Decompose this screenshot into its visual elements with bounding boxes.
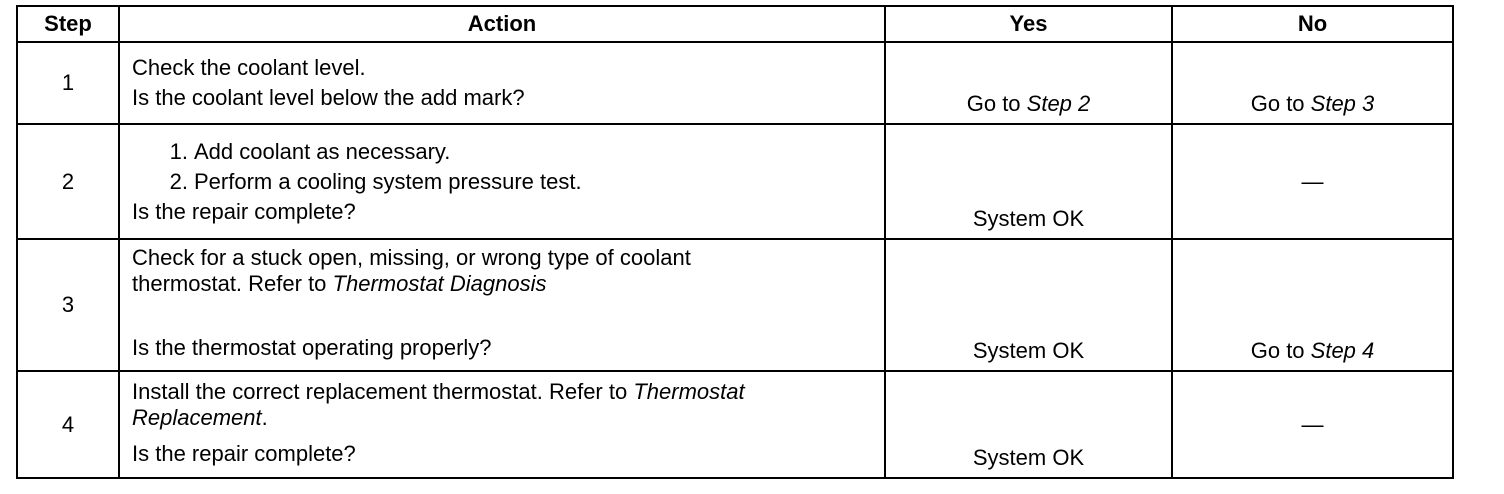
action-text-prefix: Install the correct replacement thermostat. Refer to [132,378,634,404]
diagnostic-document [16,5,1448,479]
action-question: Is the thermostat operating properly? [132,335,492,360]
action-cell [119,124,885,239]
table-row [17,239,1453,371]
action-reference: Thermostat [633,378,745,404]
step-number: 1 [17,42,119,124]
action-text: Check for a stuck open, missing, or wrong type of coolant [132,245,691,270]
diagnostic-table [16,5,1454,479]
table-row [17,124,1453,239]
action-text-ref-line [132,379,876,405]
yes-outcome [885,42,1172,124]
yes-outcome [885,371,1172,478]
no-dash: — [1301,168,1324,194]
step-number: 4 [17,371,119,478]
yes-prefix: Go to [966,91,1027,116]
action-reference: Thermostat Diagnosis [332,271,547,296]
header-action: Action [119,6,885,42]
table-row [17,42,1453,124]
table-row [17,371,1453,478]
list-text: Add coolant as necessary. [194,138,451,164]
action-cell [119,239,885,371]
list-number: 2. [169,168,188,194]
action-question: Is the repair complete? [132,198,356,224]
yes-text: System OK [972,206,1085,231]
no-outcome [1172,124,1453,239]
no-dash: — [1301,411,1324,437]
spacer [132,297,876,307]
action-list-item [132,169,876,195]
action-list-item [132,139,876,165]
action-question: Is the coolant level below the add mark? [132,85,525,110]
action-text-ref-line [132,271,876,297]
step-number: 3 [17,239,119,371]
action-question: Is the repair complete? [132,440,356,466]
no-step-ref: Step 3 [1310,91,1375,116]
yes-step-ref: Step 2 [1026,91,1091,116]
action-text-suffix: . [261,404,268,430]
action-text-ref-line [132,405,876,431]
yes-outcome [885,239,1172,371]
step-number: 2 [17,124,119,239]
no-step-ref: Step 4 [1310,338,1375,363]
header-step: Step [17,6,119,42]
list-number: 1. [169,138,188,164]
action-text: Check the coolant level. [132,55,366,80]
action-reference: Replacement [132,404,262,430]
action-cell [119,42,885,124]
yes-text: System OK [972,338,1085,363]
action-text-prefix: thermostat. Refer to [132,271,333,296]
action-cell [119,371,885,478]
no-prefix: Go to [1250,91,1311,116]
no-outcome [1172,239,1453,371]
header-no: No [1172,6,1453,42]
no-outcome [1172,371,1453,478]
yes-text: System OK [972,445,1085,470]
header-row [17,6,1453,42]
yes-outcome [885,124,1172,239]
list-text: Perform a cooling system pressure test. [194,168,582,194]
no-prefix: Go to [1250,338,1311,363]
header-yes: Yes [885,6,1172,42]
no-outcome [1172,42,1453,124]
